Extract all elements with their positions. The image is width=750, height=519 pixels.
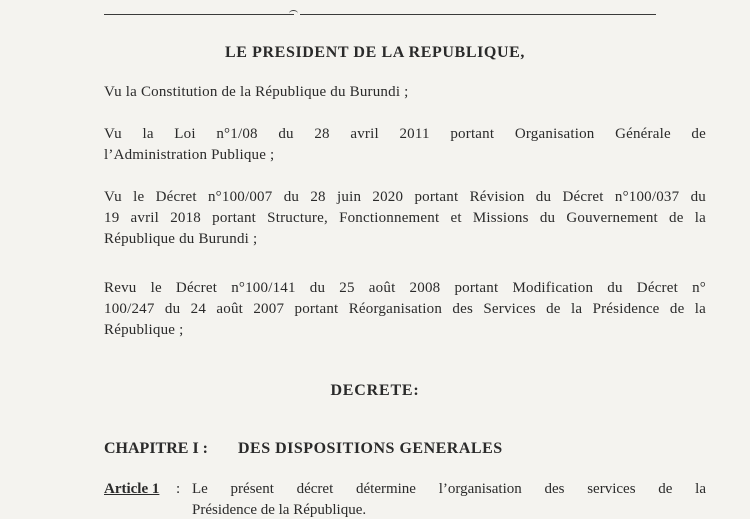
visa-loi-line-2: l’Administration Publique ; [104, 147, 275, 163]
document-title: LE PRESIDENT DE LA REPUBLIQUE, [225, 44, 525, 61]
visa-loi-line-1: Vu la Loi n°1/08 du 28 avril 2011 portant Organisation Générale de [104, 126, 706, 142]
chapter-label: CHAPITRE I : [104, 440, 209, 457]
article-text-line-2: Présidence de la République. [192, 502, 367, 518]
visa-decret-modification-line-1: Revu le Décret n°100/141 du 25 août 2008 portant Modification du Décret n° [104, 280, 706, 296]
decree-heading: DECRETE: [330, 382, 420, 399]
visa-decret-modification-line-2: 100/247 du 24 août 2007 portant Réorganisation des Services de la Présidence de la [104, 301, 706, 317]
visa-decret-revision-line-1: Vu le Décret n°100/007 du 28 juin 2020 portant Révision du Décret n°100/037 du [104, 189, 706, 205]
header-rule-left [104, 14, 294, 15]
chapter-title: DES DISPOSITIONS GENERALES [238, 440, 503, 457]
article-label: Article 1 [104, 481, 160, 497]
header-rule-right [300, 14, 656, 15]
visa-decret-revision-line-3: République du Burundi ; [104, 231, 258, 247]
visa-decret-modification-line-3: République ; [104, 322, 184, 338]
article-separator: : [176, 481, 181, 497]
visa-decret-revision-line-2: 19 avril 2018 portant Structure, Fonctionnement et Missions du Gouvernement de la [104, 210, 706, 226]
article-text-line-1: Le présent décret détermine l’organisation des services de la [192, 481, 706, 497]
header-rule-ornament [289, 10, 298, 17]
visa-constitution: Vu la Constitution de la République du Burundi ; [104, 84, 409, 100]
